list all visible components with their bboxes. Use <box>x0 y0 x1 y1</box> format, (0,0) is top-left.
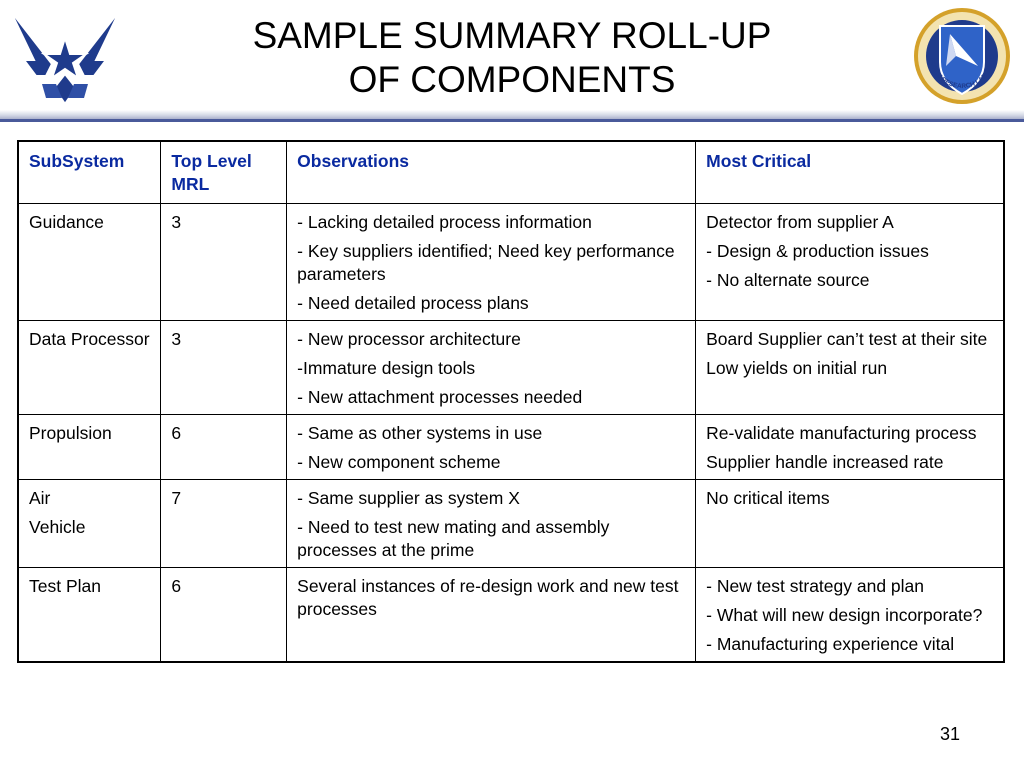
page-number: 31 <box>940 724 961 744</box>
summary-table <box>17 140 1005 663</box>
cell-most-critical-line: - What will new design incorporate? <box>706 605 983 625</box>
cell-observations-line: - Need to test new mating and assembly processes at the prime <box>297 517 610 560</box>
header-subsystem: SubSystem <box>18 141 161 204</box>
table-row <box>18 204 1004 321</box>
cell-observations-line: - Same supplier as system X <box>297 488 520 508</box>
cell-most-critical-line: Board Supplier can’t test at their site <box>706 329 988 349</box>
header-most-critical: Most Critical <box>696 141 1004 204</box>
cell-most-critical <box>696 415 1004 480</box>
cell-most-critical <box>696 321 1004 415</box>
header-top-level-mrl: Top Level MRL <box>161 141 287 204</box>
afrl-ring-text: FORCE RESEARCH LABORATO <box>928 54 997 91</box>
table-row <box>18 480 1004 568</box>
cell-most-critical-line: Low yields on initial run <box>706 358 888 378</box>
cell-observations <box>287 480 696 568</box>
cell-observations <box>287 321 696 415</box>
cell-observations-line: - New component scheme <box>297 452 501 472</box>
air-force-wings-logo <box>6 4 124 108</box>
title-line-1: SAMPLE SUMMARY ROLL-UP <box>252 15 772 56</box>
cell-observations-line: - New processor architecture <box>297 329 521 349</box>
cell-most-critical <box>696 568 1004 663</box>
title-line-2: OF COMPONENTS <box>348 59 676 100</box>
afrl-shield-logo <box>910 4 1014 108</box>
table-row <box>18 321 1004 415</box>
cell-mrl: 3 <box>161 321 287 415</box>
cell-observations-line: - Key suppliers identified; Need key performance parameters <box>297 241 675 284</box>
table-row <box>18 568 1004 663</box>
cell-subsystem <box>18 415 161 480</box>
cell-observations <box>287 415 696 480</box>
cell-subsystem-line: Test Plan <box>29 576 101 596</box>
header-rule <box>0 110 1024 122</box>
cell-subsystem-line: Guidance <box>29 212 104 232</box>
page-title <box>130 14 894 102</box>
header-observations: Observations <box>287 141 696 204</box>
cell-observations-line: - New attachment processes needed <box>297 387 583 407</box>
cell-subsystem <box>18 204 161 321</box>
cell-most-critical-line: - Design & production issues <box>706 241 929 261</box>
cell-observations-line: -Immature design tools <box>297 358 476 378</box>
cell-subsystem-line: Air <box>29 488 51 508</box>
cell-mrl: 6 <box>161 415 287 480</box>
cell-observations-line: - Lacking detailed process information <box>297 212 592 232</box>
cell-most-critical-line: - New test strategy and plan <box>706 576 925 596</box>
cell-most-critical-line: Supplier handle increased rate <box>706 452 944 472</box>
cell-most-critical-line: No critical items <box>706 488 830 508</box>
cell-observations <box>287 568 696 663</box>
cell-subsystem-line: Vehicle <box>29 517 86 537</box>
cell-mrl: 3 <box>161 204 287 321</box>
cell-observations-line: - Need detailed process plans <box>297 293 529 313</box>
cell-most-critical-line: - No alternate source <box>706 270 870 290</box>
afrl-shield-icon <box>910 4 1014 108</box>
cell-most-critical <box>696 480 1004 568</box>
cell-most-critical <box>696 204 1004 321</box>
cell-most-critical-line: - Manufacturing experience vital <box>706 634 955 654</box>
cell-mrl: 6 <box>161 568 287 663</box>
cell-observations-line: Several instances of re-design work and new test processes <box>297 576 679 619</box>
cell-subsystem <box>18 568 161 663</box>
table-header-row <box>18 141 1004 204</box>
cell-subsystem <box>18 321 161 415</box>
cell-subsystem <box>18 480 161 568</box>
cell-observations-line: - Same as other systems in use <box>297 423 543 443</box>
cell-most-critical-line: Re-validate manufacturing process <box>706 423 977 443</box>
cell-subsystem-line: Propulsion <box>29 423 112 443</box>
air-force-wings-icon <box>6 4 124 108</box>
cell-most-critical-line: Detector from supplier A <box>706 212 894 232</box>
cell-mrl: 7 <box>161 480 287 568</box>
cell-subsystem-line: Data Processor <box>29 329 150 349</box>
table-row <box>18 415 1004 480</box>
cell-observations <box>287 204 696 321</box>
